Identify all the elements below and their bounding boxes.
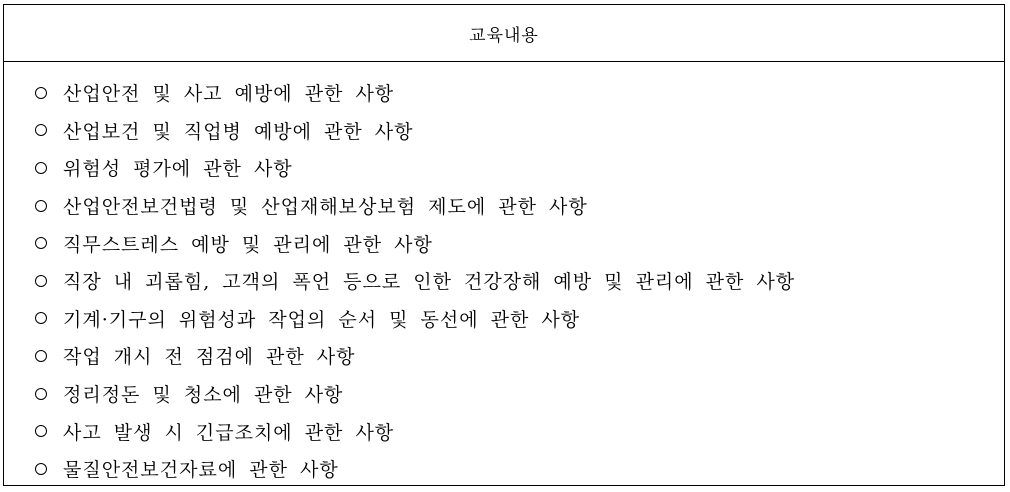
list-item — [4, 187, 1004, 225]
list-item-text: 직장 내 괴롭힘, 고객의 폭언 등으로 인한 건강장해 예방 및 관리에 관한 사항 — [63, 271, 796, 294]
list-item-text: 사고 발생 시 긴급조치에 관한 사항 — [63, 421, 395, 444]
list-item-text: 산업보건 및 직업병 예방에 관한 사항 — [63, 120, 414, 143]
list-item — [4, 262, 1004, 300]
circle-bullet-icon — [35, 124, 47, 136]
circle-bullet-icon — [35, 425, 47, 437]
list-item-text: 정리정돈 및 청소에 관한 사항 — [63, 384, 344, 407]
list-item-text: 작업 개시 전 점검에 관한 사항 — [63, 346, 356, 369]
education-content-table — [3, 4, 1005, 486]
circle-bullet-icon — [35, 162, 47, 174]
list-item-text: 직무스트레스 예방 및 관리에 관한 사항 — [63, 233, 433, 256]
circle-bullet-icon — [35, 275, 47, 287]
list-item-text: 산업안전 및 사고 예방에 관한 사항 — [63, 83, 395, 106]
list-item — [4, 149, 1004, 187]
list-item — [4, 224, 1004, 262]
list-item — [4, 337, 1004, 375]
list-item — [4, 412, 1004, 450]
circle-bullet-icon — [35, 200, 47, 212]
circle-bullet-icon — [35, 87, 47, 99]
list-item — [4, 112, 1004, 150]
list-item-text: 산업안전보건법령 및 산업재해보상보험 제도에 관한 사항 — [63, 196, 588, 219]
list-item-text: 기계·기구의 위험성과 작업의 순서 및 동선에 관한 사항 — [63, 308, 581, 331]
circle-bullet-icon — [35, 237, 47, 249]
list-item-text: 위험성 평가에 관한 사항 — [63, 158, 293, 181]
list-item — [4, 300, 1004, 338]
table-body — [4, 62, 1004, 488]
list-item — [4, 74, 1004, 112]
circle-bullet-icon — [35, 312, 47, 324]
table-header: 교육내용 — [4, 5, 1004, 62]
list-item-text: 물질안전보건자료에 관한 사항 — [63, 459, 339, 482]
circle-bullet-icon — [35, 463, 47, 475]
circle-bullet-icon — [35, 350, 47, 362]
list-item — [4, 375, 1004, 413]
list-item — [4, 450, 1004, 488]
circle-bullet-icon — [35, 388, 47, 400]
